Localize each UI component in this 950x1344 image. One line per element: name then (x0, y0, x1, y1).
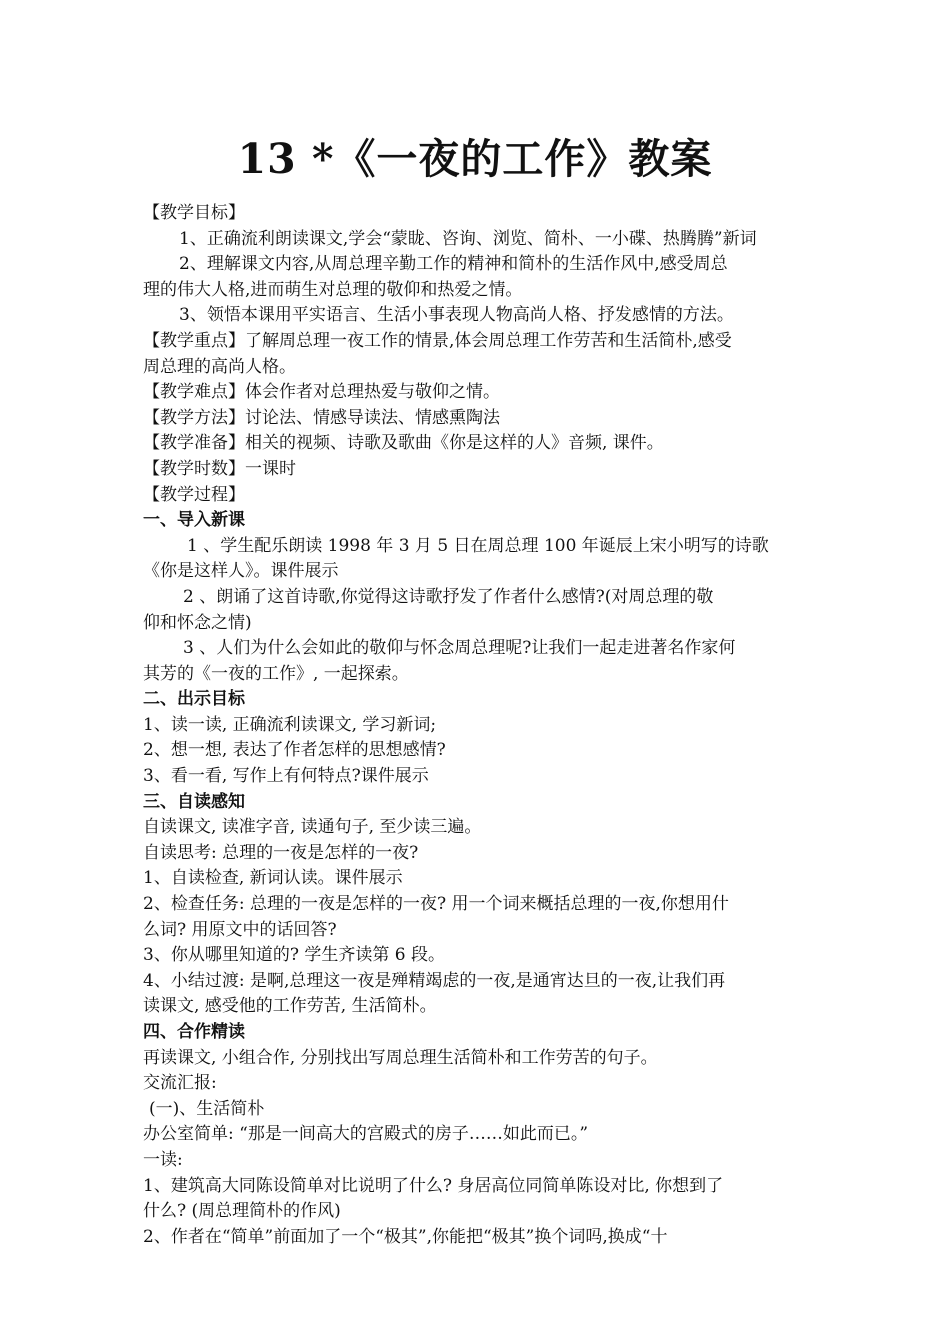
process-item: 3 、人们为什么会如此的敬仰与怀念周总理呢?让我们一起走进著名作家何 (183, 638, 736, 659)
objective-item: 2、理解课文内容,从周总理辛勤工作的精神和简朴的生活作风中,感受周总 (179, 254, 728, 275)
objective-item: 1、正确流利朗读课文,学会“蒙眬、咨询、浏览、简朴、一小碟、热腾腾”新词 (179, 228, 757, 249)
text-line: 读课文, 感受他的工作劳苦, 生活简朴。 (143, 996, 437, 1017)
text-line: 1、建筑高大同陈设简单对比说明了什么? 身居高位同简单陈设对比, 你想到了 (143, 1175, 724, 1196)
text-line: 其芳的《一夜的工作》, 一起探索。 (143, 663, 409, 684)
text-line: 一读: (143, 1149, 183, 1170)
process-item: 1 、学生配乐朗读 1998 年 3 月 5 日在周总理 100 年诞辰上宋小明写的诗歌 (187, 535, 769, 556)
goal-item: 3、看一看, 写作上有何特点?课件展示 (143, 766, 429, 787)
section-heading-process: 【教学过程】 (143, 484, 245, 505)
text-line: 3、你从哪里知道的? 学生齐读第 6 段。 (143, 945, 445, 966)
text-line: 周总理的高尚人格。 (143, 356, 296, 377)
part-heading-goals: 二、出示目标 (143, 689, 245, 710)
part-heading-self-reading: 三、自读感知 (143, 791, 245, 812)
text-line: 《你是这样人》。课件展示 (143, 561, 339, 582)
text-line: 么词? 用原文中的话回答? (143, 919, 337, 940)
text-line: 什么? (周总理简朴的作风) (143, 1201, 341, 1222)
text-line: 2、检查任务: 总理的一夜是怎样的一夜? 用一个词来概括总理的一夜,你想用什 (143, 894, 729, 915)
class-hours: 【教学时数】一课时 (143, 458, 296, 479)
text-line: 再读课文, 小组合作, 分别找出写周总理生活简朴和工作劳苦的句子。 (143, 1047, 658, 1068)
subsection-heading: (一)、生活简朴 (149, 1098, 265, 1119)
text-line: 1、自读检查, 新词认读。课件展示 (143, 868, 403, 889)
text-line: 2、作者在“简单”前面加了一个“极其”,你能把“极其”换个词吗,换成“十 (143, 1226, 668, 1247)
text-line: 4、小结过渡: 是啊,总理这一夜是殚精竭虑的一夜,是通宵达旦的一夜,让我们再 (143, 970, 726, 991)
text-line: 自读课文, 读准字音, 读通句子, 至少读三遍。 (143, 817, 482, 838)
difficult-point: 【教学难点】体会作者对总理热爱与敬仰之情。 (143, 382, 500, 403)
lesson-title: 13 *《一夜的工作》教案 (237, 135, 713, 183)
teaching-preparation: 【教学准备】相关的视频、诗歌及歌曲《你是这样的人》音频, 课件。 (143, 433, 664, 454)
teaching-methods: 【教学方法】讨论法、情感导读法、情感熏陶法 (143, 407, 500, 428)
process-item: 2 、朗诵了这首诗歌,你觉得这诗歌抒发了作者什么感情?(对周总理的敬 (183, 586, 714, 607)
text-line: 自读思考: 总理的一夜是怎样的一夜? (143, 842, 419, 863)
text-line: 办公室简单: “那是一间高大的宫殿式的房子……如此而已。” (143, 1124, 589, 1145)
text-line: 仰和怀念之情) (143, 612, 252, 633)
goal-item: 2、想一想, 表达了作者怎样的思想感情? (143, 740, 446, 761)
part-heading-introduction: 一、导入新课 (143, 510, 245, 531)
key-point: 【教学重点】了解周总理一夜工作的情景,体会周总理工作劳苦和生活简朴,感受 (143, 330, 732, 351)
part-heading-cooperative-reading: 四、合作精读 (143, 1022, 245, 1042)
section-heading-objectives: 【教学目标】 (143, 203, 245, 223)
document-body (143, 201, 811, 1250)
objective-item: 3、领悟本课用平实语言、生活小事表现人物高尚人格、抒发感情的方法。 (179, 305, 734, 326)
text-line: 交流汇报: (143, 1073, 217, 1094)
goal-item: 1、读一读, 正确流利读课文, 学习新词; (143, 714, 437, 735)
text-line: 理的伟大人格,进而萌生对总理的敬仰和热爱之情。 (143, 279, 523, 300)
